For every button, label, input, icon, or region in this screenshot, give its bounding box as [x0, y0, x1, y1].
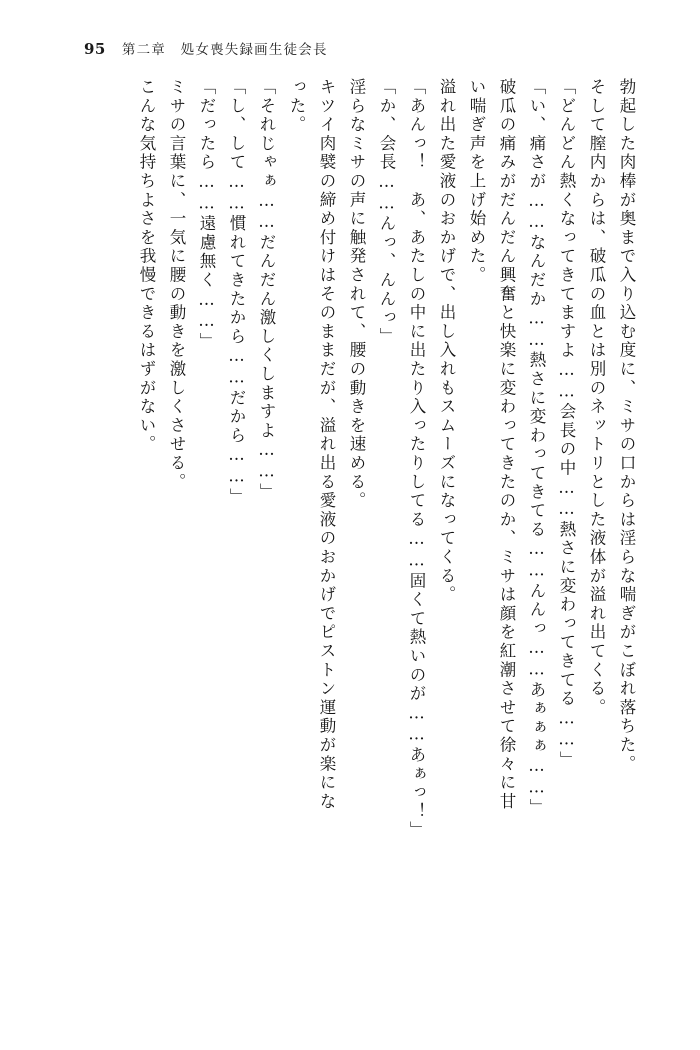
body-line: 「い、痛さが……なんだか……熱さに変わってきてる……んんっ……あぁぁぁ……」	[527, 78, 546, 818]
body-line: 「だったら……遠慮無く……」	[197, 78, 216, 352]
body-line: ミサの言葉に、一気に腰の動きを激しくさせる。	[167, 78, 186, 492]
body-line: 「あんっ！ あ、あたしの中に出たり入ったりしてる……固くて熱いのが……あぁっ！」	[407, 78, 426, 840]
body-line: 破瓜の痛みがだんだん興奮と快楽に変わってきたのか、ミサは顔を紅潮させて徐々に甘	[497, 78, 516, 812]
page-number: 95	[84, 40, 106, 58]
body-line: こんな気持ちよさを我慢できるはずがない。	[137, 78, 156, 454]
body-line: そして膣内からは、破瓜の血とは別のネットリとした液体が溢れ出てくる。	[587, 78, 606, 718]
body-line: キツイ肉襞の締め付けはそのままだが、溢れ出る愛液のおかげでピストン運動が楽にな	[317, 78, 336, 812]
body-line: 淫らなミサの声に触発されて、腰の動きを速める。	[347, 78, 366, 511]
body-line: った。	[287, 78, 306, 135]
body-line: 「それじゃぁ……だんだん激しくしますよ……」	[257, 78, 276, 502]
body-line: 溢れ出た愛液のおかげで、出し入れもスムーズになってくる。	[437, 78, 456, 605]
body-line: 「か、会長……んっ、んんっ」	[377, 78, 396, 347]
body-line: 「し、して……慣れてきたから……だから……」	[227, 78, 246, 507]
page-body	[70, 78, 634, 1010]
body-line: 「どんどん熱くなってきてますよ……会長の中……熱さに変わってきてる……」	[557, 78, 576, 770]
page-header	[84, 38, 616, 60]
body-line: い喘ぎ声を上げ始めた。	[467, 78, 486, 285]
chapter-title: 第二章 処女喪失録画生徒会長	[121, 42, 328, 58]
body-line: 勃起した肉棒が奥まで入り込む度に、ミサの口からは淫らな喘ぎがこぼれ落ちた。	[617, 78, 636, 774]
